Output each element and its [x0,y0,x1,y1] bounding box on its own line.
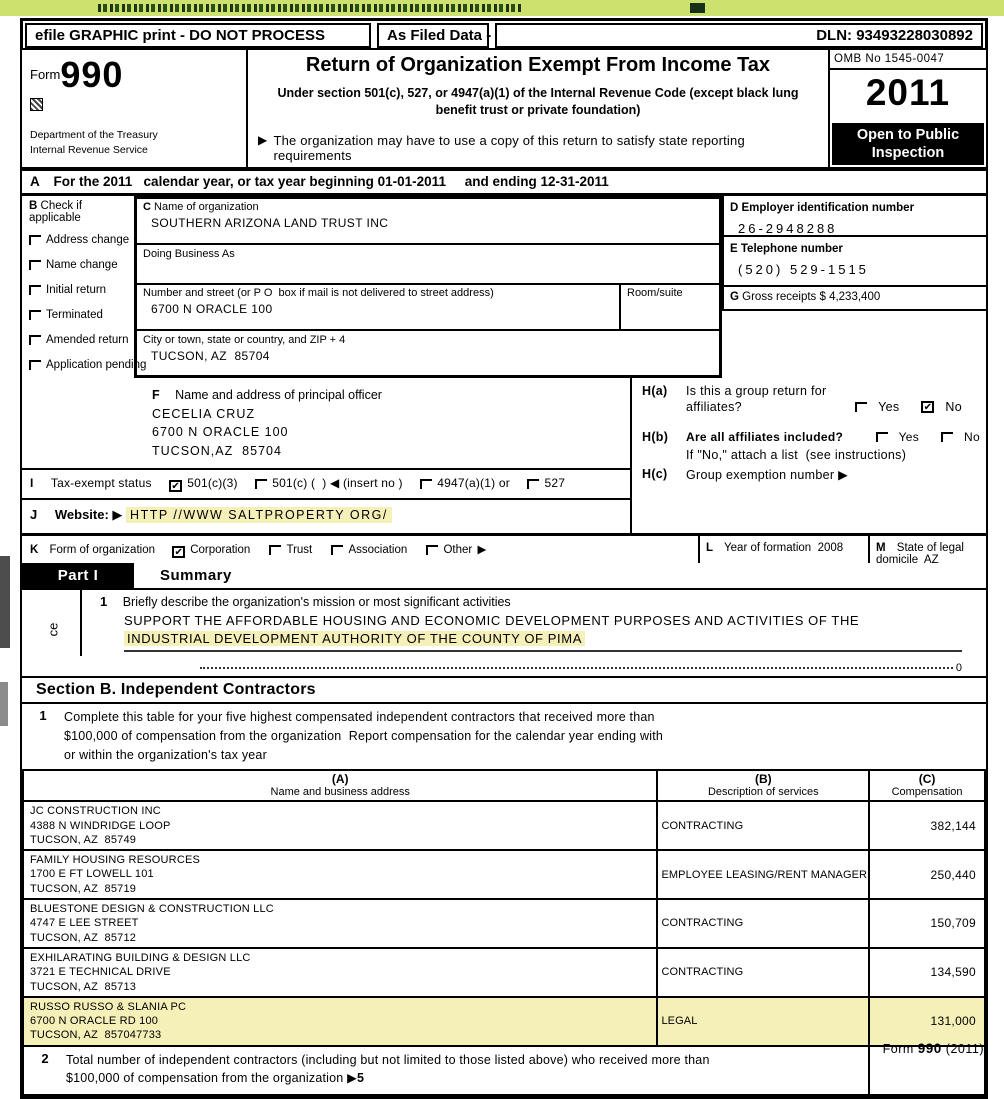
checkbox-label: Address change [46,233,130,246]
contractor-service: LEGAL [657,997,869,1046]
status-527-label: 527 [544,475,566,490]
m-letter: M [876,541,886,554]
contractor-city: TUCSON, AZ 85749 [30,833,137,846]
part1-badge: Part I [22,563,134,588]
dotted-leader-row [200,662,962,674]
contractor-compensation: 134,590 [869,948,985,997]
hb-yes-label: Yes [898,429,920,444]
website-url[interactable]: HTTP //WWW SALTPROPERTY ORG/ [126,507,392,523]
hc-label: H(c) [642,466,668,481]
contractor-name: BLUESTONE DESIGN & CONSTRUCTION LLC [30,903,274,916]
col-b-letter: (B) [754,772,772,787]
status-501c3-label: 501(c)(3) [187,475,238,490]
line1-label: Briefly describe the organization's mission or most significant activities [122,594,511,609]
checkbox-icon[interactable] [29,285,41,295]
contractor-compensation: 382,144 [869,801,985,850]
checkbox-icon[interactable] [29,360,41,370]
contractor-name-address [23,997,657,1046]
d-letter: D [730,201,739,214]
contractor-row [23,850,985,899]
contractor-name: FAMILY HOUSING RESOURCES [30,854,201,867]
part1-header [22,563,986,590]
checkbox-application-pending[interactable] [29,358,147,371]
org-corporation-label: Corporation [190,543,251,556]
checkbox-icon[interactable] [29,260,41,270]
ein-phone-column [722,196,986,311]
officer-street: 6700 N ORACLE 100 [152,425,289,440]
contractor-street: 3721 E TECHNICAL DRIVE [30,966,171,979]
checkbox-label: Terminated [46,308,103,321]
ha-question-line2: affiliates? [686,399,742,414]
mission-line1: SUPPORT THE AFFORDABLE HOUSING AND ECONOMIC DEVELOPMENT PURPOSES AND ACTIVITIES OF THE [124,612,860,628]
status-501c3-checkbox-checked[interactable]: ✔ [169,480,182,492]
phone-label: Telephone number [740,242,843,255]
footer-form-word: Form [882,1042,914,1056]
checkbox-label: Application pending [46,358,147,371]
footer-year: (2011) [945,1042,984,1056]
mission-line2-highlighted: INDUSTRIAL DEVELOPMENT AUTHORITY OF THE COUNTY OF PIMA [124,631,585,646]
contractor-name-address [23,801,657,850]
org-other-label: Other [443,543,473,556]
column-a-header [23,770,657,801]
form-990-page [20,48,988,680]
contractor-street: 1700 E FT LOWELL 101 [30,868,154,881]
line2-text2: $100,000 of compensation from the organization [66,1071,344,1086]
line1-number: 1 [100,593,108,609]
street-cell [137,285,619,329]
org-name-value: SOUTHERN ARIZONA LAND TRUST INC [151,215,389,230]
arrow-right-icon: ▶ [112,506,123,522]
checkbox-icon[interactable] [29,235,41,245]
org-trust-label: Trust [286,543,313,556]
line2-text1: Total number of independent contractors (including but not limited to those listed above) who received more than [66,1052,710,1067]
col-b-sub: Description of services [707,786,819,799]
checkbox-address-change[interactable] [29,234,134,246]
open-to-public-badge [832,123,984,165]
ein-label: Employer identification number [741,201,915,214]
gross-receipts-cell [724,287,986,311]
ha-label: H(a) [642,383,668,398]
hb-no-checkbox[interactable] [941,432,953,442]
dept-treasury-label: Department of the Treasury [30,129,158,141]
clipped-text-artifact-2 [690,3,705,13]
form-seal-icon [30,98,43,111]
form-word: Form [30,67,61,82]
form-header [22,50,986,171]
contractor-service: EMPLOYEE LEASING/RENT MANAGER [657,850,869,899]
street-label: Number and street (or P O box if mail is not delivered to street address) [143,286,494,299]
open-to-public-line2: Inspection [871,144,945,161]
hc-row [642,467,986,482]
section-b-independent-contractors [20,676,988,1099]
org-trust-checkbox[interactable] [269,545,281,555]
checkbox-label: Initial return [46,283,107,296]
officer-name: CECELIA CRUZ [152,406,255,421]
form-of-org-label: Form of organization [49,543,155,556]
contractor-name-address [23,850,657,899]
organization-form-row [22,533,986,566]
org-name-label: Name of organization [154,200,259,213]
street-row [137,285,719,331]
page-edge-bar-2 [0,682,8,726]
status-4947-label: 4947(a)(1) or [437,475,510,490]
col-c-letter: (C) [918,772,936,787]
arrow-right-icon: ▶ [838,467,849,482]
column-c-header [869,770,985,801]
phone-cell [724,237,986,287]
j-letter: J [30,506,38,522]
efile-print-label: efile GRAPHIC print - DO NOT PROCESS [25,23,371,48]
contractor-street: 4747 E LEE STREET [30,917,139,930]
room-suite-label: Room/suite [627,286,683,299]
organization-name-address-box [134,196,722,378]
page-edge-bar [0,556,10,648]
l-letter: L [706,541,714,554]
hb-row [642,430,986,444]
gross-receipts-text: Gross receipts $ 4,233,400 [742,290,881,303]
principal-officer-block [134,378,630,461]
arrow-right-icon: ▶ [258,132,268,147]
tax-exempt-status-label: Tax-exempt status [50,475,152,490]
city-label: City or town, state or country, and ZIP + 4 [143,333,346,346]
website-row [22,498,630,533]
instruction-number: 1 [39,708,47,723]
check-if-applicable-column [22,196,147,384]
checkbox-name-change[interactable] [29,259,134,271]
instruction-line3: or within the organization's tax year [64,747,267,762]
checkbox-icon[interactable] [29,310,41,320]
hb-note: If "No," attach a list (see instructions) [686,447,907,462]
f-letter: F [152,387,160,402]
checkbox-label: Name change [46,258,118,271]
form-subtitle: Under section 501(c), 527, or 4947(a)(1) of the Internal Revenue Code (except black lung benefit trust or private foundation) [277,86,799,117]
check-col-label: Check if applicable [29,199,83,224]
form-header-left [22,50,248,167]
street-value: 6700 N ORACLE 100 [151,301,273,316]
state-of-domicile-text: State of legal domicile AZ [876,541,968,566]
mission-line2-row [124,630,962,652]
col-c-sub: Compensation [891,786,963,799]
part1-line1-area [22,590,986,680]
instruction-line2: $100,000 of compensation from the organization Report compensation for the calendar year ending with [64,728,664,743]
section-b-instructions [22,704,986,769]
ha-yes-label: Yes [878,399,900,414]
form-title: Return of Organization Exempt From Income Tax [305,54,771,76]
check-col-letter: B [29,199,38,212]
status-4947-checkbox[interactable] [420,479,432,489]
checkbox-amended-return[interactable] [29,334,134,346]
omb-number: OMB No 1545-0047 [830,50,986,70]
ein-value: 26-2948288 [738,220,838,236]
city-row [137,331,719,366]
contractor-name-address [23,948,657,997]
dotted-leader [200,667,953,669]
dln-number: DLN: 93493228030892 [495,23,983,48]
instruction-line1: Complete this table for your five highest compensated independent contractors that received more than [64,710,655,724]
insert-no-label: (insert no ) [342,475,403,490]
contractor-street: 6700 N ORACLE RD 100 [30,1015,159,1028]
irs-label: Internal Revenue Service [30,144,148,157]
tax-exempt-status-row [22,468,630,498]
contractor-city: TUCSON, AZ 85712 [30,931,137,944]
state-of-domicile-cell [868,536,986,566]
g-letter: G [730,290,739,303]
contractor-city: TUCSON, AZ 857047733 [30,1029,162,1042]
org-association-label: Association [348,543,408,556]
browser-edge-strip [0,0,1004,16]
contractor-name: EXHILARATING BUILDING & DESIGN LLC [30,951,251,964]
contractor-row [23,948,985,997]
contractor-city: TUCSON, AZ 85719 [30,882,137,895]
org-association-checkbox[interactable] [331,545,343,555]
year-of-formation-text: Year of formation 2008 [724,541,844,554]
officer-city: TUCSON,AZ 85704 [152,444,282,458]
ein-cell [724,196,986,237]
contractor-service: CONTRACTING [657,899,869,948]
arrow-left-icon: ◀ [330,475,340,490]
hc-text: Group exemption number [686,467,835,482]
phone-value: (520) 529-1515 [738,261,869,277]
as-filed-label: As Filed Data - [377,23,489,48]
ha-question-line1: Is this a group return for [686,383,827,398]
section-b-title: Section B. Independent Contractors [22,678,986,704]
contractor-row-highlighted [23,997,985,1046]
year-of-formation-cell [698,536,868,563]
clipped-text-artifact [98,4,523,12]
arrow-right-icon: ▶ [347,1071,357,1086]
hb-label: H(b) [642,429,669,444]
contractor-city: TUCSON, AZ 85713 [30,980,137,993]
contractor-row [23,899,985,948]
principal-officer-label: Name and address of principal officer [175,387,382,402]
i-letter: I [30,475,34,490]
k-letter: K [30,543,39,556]
contractor-service: CONTRACTING [657,948,869,997]
checkbox-initial-return[interactable] [29,284,134,296]
h-questions-column [630,378,986,533]
ha-row [642,384,986,414]
col-a-sub: Name and business address [270,786,410,799]
org-other-checkbox[interactable] [426,545,438,555]
contractor-street: 4388 N WINDRIDGE LOOP [30,819,171,832]
contractor-name: RUSSO RUSSO & SLANIA PC [30,1000,187,1013]
table-header-row [23,770,985,801]
contractor-row [23,801,985,850]
c-letter: C [143,200,151,213]
contractor-service: CONTRACTING [657,801,869,850]
k-cell [22,536,698,563]
state-reporting-note-text: The organization may have to use a copy of this return to satisfy state reporting requirements [273,132,745,163]
contractor-name: JC CONSTRUCTION INC [30,805,161,818]
status-501c-checkbox[interactable] [255,479,267,489]
form-header-center [248,50,828,167]
status-527-checkbox[interactable] [527,479,539,489]
org-name-row [137,199,719,245]
room-suite-cell [619,285,719,329]
total-contractors-value: 5 [356,1071,365,1086]
ha-yes-checkbox[interactable] [855,402,867,412]
column-b-header [657,770,869,801]
dba-label: Doing Business As [143,247,235,260]
hb-yes-checkbox[interactable] [876,432,888,442]
ha-no-label: No [945,399,962,414]
leader-value: 0 [955,661,962,674]
dba-row [137,245,719,285]
status-501c-label: 501(c) ( ) [272,475,327,490]
footer-form-number: 990 [917,1041,942,1056]
line-a-calendar-year [22,171,986,196]
tax-year: 2011 [865,72,951,113]
e-letter: E [730,242,738,255]
open-to-public-line1: Open to Public [856,126,960,143]
checkbox-terminated[interactable] [29,309,134,321]
hb-question: Are all affiliates included? [686,429,844,444]
line2-number: 2 [41,1050,49,1066]
col-a-letter: (A) [331,772,349,787]
hb-no-label: No [964,429,980,444]
line-a-letter: A [30,173,40,189]
website-label: Website: [54,506,109,522]
page-footer [20,1041,988,1056]
part1-left-rule [80,590,82,656]
identification-block [22,196,986,533]
form-number: 990 [60,54,124,95]
checkbox-icon[interactable] [29,335,41,345]
line-a-text: For the 2011 calendar year, or tax year beginning 01-01-2011 and ending 12-31-2011 [53,173,609,189]
part1-title: Summary [160,566,232,584]
contractor-compensation: 150,709 [869,899,985,948]
contractor-compensation: 250,440 [869,850,985,899]
contractor-name-address [23,899,657,948]
checkbox-label: Amended return [46,333,129,346]
form-header-right [828,50,986,167]
ha-no-checkbox-checked[interactable]: ✔ [921,401,934,413]
org-corporation-checkbox-checked[interactable]: ✔ [172,546,185,558]
state-reporting-note [258,133,818,163]
contractor-compensation: 131,000 [869,997,985,1046]
sidebar-rotated-label: ce [45,622,61,637]
arrow-right-icon: ▶ [477,543,487,556]
city-value: TUCSON, AZ 85704 [151,348,270,363]
